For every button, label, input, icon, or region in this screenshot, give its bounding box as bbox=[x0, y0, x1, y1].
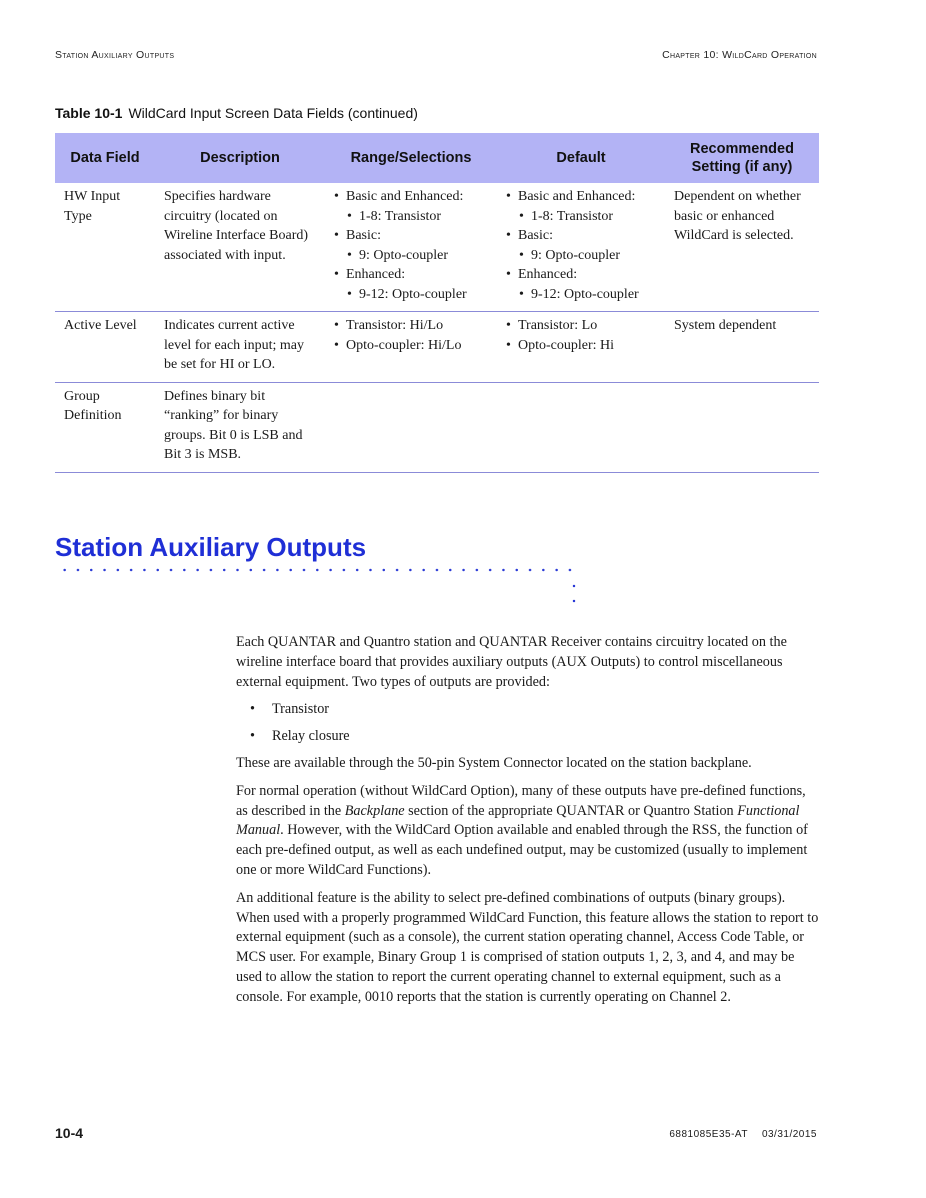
list-item: • Basic and Enhanced: bbox=[334, 187, 489, 207]
paragraph-normal-operation: For normal operation (without WildCard Option), many of these outputs have pre-defined functions, as described in the Backplane section of the appropriate QUANTAR or Quantro Station Functional Manual. However, with the WildCard Option available and enabled through the RSS, the function of each pre-defined output, as well as each undefined output, may be customized (usually to implement one or more WildCard Functions). bbox=[236, 782, 808, 878]
paragraph-binary-groups: An additional feature is the ability to select pre-defined combinations of outputs (binary groups). When used with a properly programmed WildCard Function, this feature allows the station to report to external equipment (such as a console), the current station operating channel, Access Code Table, or MCS user. For example, Binary Group 1 is comprised of station outputs 1, 2, 3, and 4, and may be used to allow the station to report the current operating channel to external equipment, such as a console. For example, 0010 reports that the station is currently operating on Channel 2. bbox=[236, 889, 819, 1005]
list-item: • Enhanced: bbox=[506, 265, 657, 285]
cell-description: Specifies hardware circuitry (located on Wireline Interface Board) associated with input. bbox=[155, 183, 325, 312]
backplane-reference: Backplane bbox=[344, 802, 405, 819]
running-header-left: Station Auxiliary Outputs bbox=[55, 49, 175, 61]
cell-default bbox=[497, 382, 665, 472]
paragraph-intro: Each QUANTAR and Quantro station and QUANTAR Receiver contains circuitry located on the wireline interface board that provides auxiliary outputs (AUX Outputs) to control miscellaneous external equipment. Two types of outputs are provided: bbox=[236, 634, 787, 690]
list-item: • Transistor: Hi/Lo bbox=[334, 316, 489, 336]
cell-recommended: Dependent on whether basic or enhanced WildCard is selected. bbox=[665, 183, 819, 312]
list-item: • Basic and Enhanced: bbox=[506, 187, 657, 207]
list-item: • 9-12: Opto-coupler bbox=[334, 285, 489, 305]
list-item: • Relay closure bbox=[236, 727, 820, 747]
table-caption bbox=[55, 105, 418, 121]
cell-range bbox=[325, 312, 497, 383]
column-header-description: Description bbox=[155, 133, 325, 183]
list-item: • 1-8: Transistor bbox=[334, 207, 489, 227]
list-item: • 1-8: Transistor bbox=[506, 207, 657, 227]
cell-range bbox=[325, 382, 497, 472]
section-body bbox=[236, 633, 820, 1016]
cell-field: Active Level bbox=[55, 312, 155, 383]
table-row bbox=[55, 382, 819, 472]
list-item: • Enhanced: bbox=[334, 265, 489, 285]
cell-field: Group Definition bbox=[55, 382, 155, 472]
cell-field: HW Input Type bbox=[55, 183, 155, 312]
cell-range bbox=[325, 183, 497, 312]
column-header-range: Range/Selections bbox=[325, 133, 497, 183]
list-item: • 9: Opto-coupler bbox=[334, 246, 489, 266]
list-item: • 9-12: Opto-coupler bbox=[506, 285, 657, 305]
list-item: • Opto-coupler: Hi/Lo bbox=[334, 336, 489, 356]
column-header-data-field: Data Field bbox=[55, 133, 155, 183]
wildcard-input-fields-table bbox=[55, 133, 819, 473]
cell-description: Defines binary bit “ranking” for binary groups. Bit 0 is LSB and Bit 3 is MSB. bbox=[155, 382, 325, 472]
running-header-right: Chapter 10: WildCard Operation bbox=[662, 49, 817, 61]
table-caption-title: WildCard Input Screen Data Fields (continued) bbox=[128, 105, 418, 121]
list-item: • Opto-coupler: Hi bbox=[506, 336, 657, 356]
cell-description: Indicates current active level for each input; may be set for HI or LO. bbox=[155, 312, 325, 383]
document-id bbox=[669, 1129, 817, 1140]
doc-number: 6881085E35-AT bbox=[669, 1129, 748, 1140]
output-types-list bbox=[236, 700, 820, 747]
column-header-recommended: Recommended Setting (if any) bbox=[665, 133, 819, 183]
table-caption-label: Table 10-1 bbox=[55, 105, 123, 121]
table-row bbox=[55, 183, 819, 312]
dotted-rule bbox=[58, 568, 578, 572]
list-item: • Basic: bbox=[334, 226, 489, 246]
dotted-rule-dot bbox=[572, 584, 576, 588]
table-header-row bbox=[55, 133, 819, 183]
dotted-rule-dot bbox=[572, 599, 576, 603]
paragraph-connector: These are available through the 50-pin System Connector located on the station backplane. bbox=[236, 754, 752, 771]
list-item: • Transistor: Lo bbox=[506, 316, 657, 336]
cell-default bbox=[497, 183, 665, 312]
list-item: • 9: Opto-coupler bbox=[506, 246, 657, 266]
cell-recommended bbox=[665, 382, 819, 472]
list-item: • Basic: bbox=[506, 226, 657, 246]
table-row bbox=[55, 312, 819, 383]
cell-default bbox=[497, 312, 665, 383]
doc-date: 03/31/2015 bbox=[761, 1129, 817, 1140]
section-title: Station Auxiliary Outputs bbox=[55, 532, 367, 562]
functional-manual-reference: Functional Manual bbox=[236, 802, 800, 839]
list-item: • Transistor bbox=[236, 700, 820, 720]
column-header-default: Default bbox=[497, 133, 665, 183]
page-number: 10-4 bbox=[55, 1125, 84, 1141]
cell-recommended: System dependent bbox=[665, 312, 819, 383]
